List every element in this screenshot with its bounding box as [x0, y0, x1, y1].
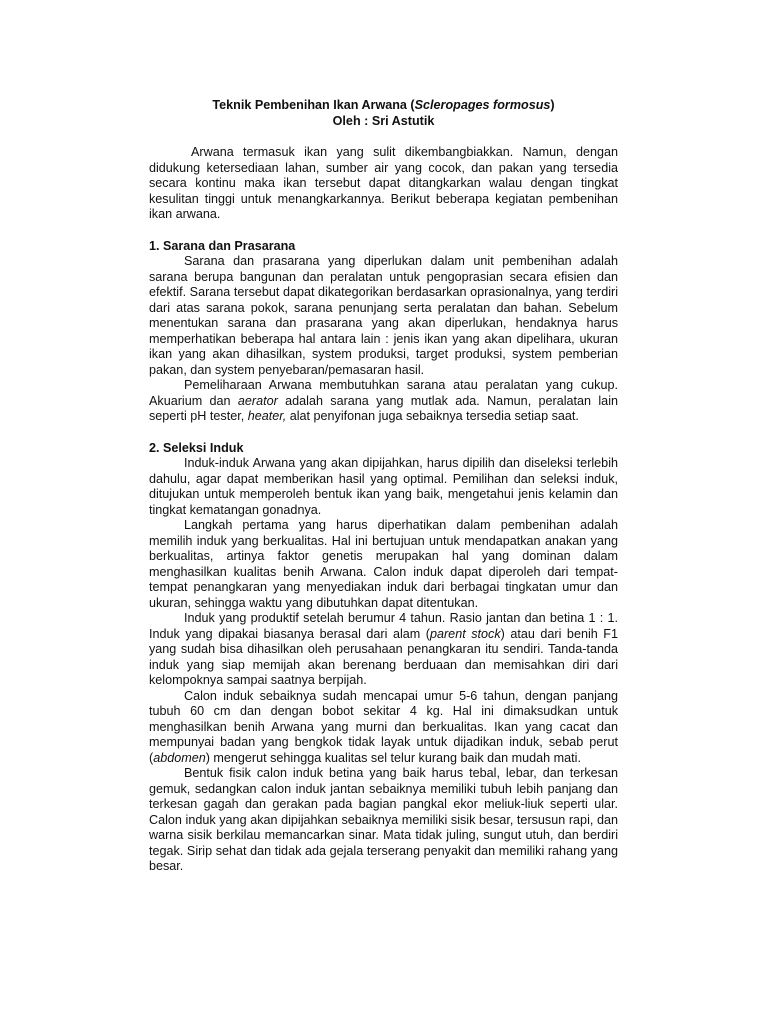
document-header: [149, 98, 618, 129]
seleksi-paragraph-3: [149, 611, 618, 689]
text-run: Induk yang produktif setelah berumur 4 tahun. Rasio jantan dan betina 1 : 1. Induk yang dipakai biasanya berasal dari alam (: [149, 611, 618, 641]
text-run: ) mengerut sehingga kualitas sel telur kurang baik dan mudah mati.: [205, 750, 581, 765]
document-content: [149, 98, 618, 875]
section-heading-seleksi: 2. Seleksi Induk: [149, 440, 244, 455]
seleksi-paragraph-5: Bentuk fisik calon induk betina yang baik harus tebal, lebar, dan terkesan gemuk, sedangkan calon induk jantan sebaiknya memiliki tubuh lebih panjang dan terkesan gagah dan gerakan pada bagian pangkal ekor meliuk-liuk seperti ular. Calon induk yang akan dipijahkan sebaiknya memiliki sisik besar, tersusun rapi, dan warna sisik berkilau memancarkan sinar. Mata tidak juling, sungut utuh, dan berdiri tegak. Sirip sehat dan tidak ada gejala terserang penyakit dan memiliki rahang yang besar.: [149, 766, 618, 873]
title-text: Teknik Pembenihan Ikan Arwana (: [212, 98, 415, 112]
text-run: ) atau dari benih F1 yang sudah bisa dihasilkan oleh perusahaan penangkaran itu sendiri. Tanda-tanda induk yang siap memijah akan berenang berduaan dan memisahkan diri dari kelompoknya sampai saatnya berpijah.: [149, 626, 618, 687]
title-species: Scleropages formosus: [414, 98, 551, 112]
text-run: alat penyifonan juga sebaiknya tersedia setiap saat.: [286, 409, 579, 423]
document-author: Oleh : Sri Astutik: [332, 113, 435, 128]
term-heater: heater,: [247, 409, 287, 423]
text-run: Calon induk sebaiknya sudah mencapai umur 5-6 tahun, dengan panjang tubuh 60 cm dan dengan bobot sekitar 4 kg. Hal ini dimaksudkan untuk menghasilkan benih Arwana yang murni dan berkualitas. Ikan yang cacat dan mempunyai badan yang bengkok tidak layak untuk dijadikan induk, sebab perut (: [149, 688, 618, 765]
text-run: Pemeliharaan Arwana membutuhkan sarana atau peralatan yang cukup. Akuarium dan: [149, 378, 618, 408]
text-run: adalah sarana yang mutlak ada. Namun, peralatan lain seperti pH tester,: [149, 393, 618, 423]
seleksi-paragraph-1: Induk-induk Arwana yang akan dipijahkan, harus dipilih dan diseleksi terlebih dahulu, agar dapat memberikan hasil yang optimal. Pemilihan dan seleksi induk, ditujukan untuk memperoleh bentuk ikan yang baik, mengetahui jenis kelamin dan tingkat kematangan gonadnya.: [149, 456, 618, 517]
sarana-paragraph-2: [149, 378, 618, 425]
term-abdomen: abdomen: [153, 750, 206, 765]
title-close: ): [550, 98, 555, 112]
section-heading-sarana: 1. Sarana dan Prasarana: [149, 238, 296, 253]
intro-paragraph: Arwana termasuk ikan yang sulit dikembangbiakkan. Namun, dengan didukung ketersediaan lahan, sumber air yang cocok, dan pakan yang tersedia secara kontinu maka ikan tersebut dapat ditangkarkan walau dengan tingkat kesulitan tinggi untuk menangkarkannya. Berikut beberapa kegiatan pembenihan ikan arwana.: [149, 145, 618, 221]
term-parent-stock: parent stock: [429, 626, 501, 641]
seleksi-paragraph-2: Langkah pertama yang harus diperhatikan dalam pembenihan adalah memilih induk yang berkualitas. Hal ini bertujuan untuk mendapatkan anakan yang berkualitas, artinya faktor genetis merupakan hal yang dominan dalam menghasilkan kualitas benih Arwana. Calon induk dapat diperoleh dari tempat-tempat penangkaran yang menyediakan induk dari berbagai tingkatan umur dan ukuran, sehingga waktu yang dibutuhkan dapat ditentukan.: [149, 518, 618, 610]
document-title: [149, 98, 618, 114]
sarana-paragraph-1: Sarana dan prasarana yang diperlukan dalam unit pembenihan adalah sarana berupa bangunan dan peralatan untuk pengoprasian secara efisien dan efektif. Sarana tersebut dapat dikategorikan berdasarkan oprasionalnya, yang terdiri dari atas sarana pokok, sarana penunjang serta peralatan dan bahan. Sebelum menentukan sarana dan prasarana yang akan diperlukan, hendaknya harus memperhatikan beberapa hal antara lain : jenis ikan yang akan dipelihara, ukuran ikan yang akan dihasilkan, system produksi, target produksi, system pemberian pakan, dan system penyebaran/pemasaran hasil.: [149, 254, 618, 377]
seleksi-paragraph-4: [149, 689, 618, 767]
term-aerator: aerator: [237, 393, 278, 408]
